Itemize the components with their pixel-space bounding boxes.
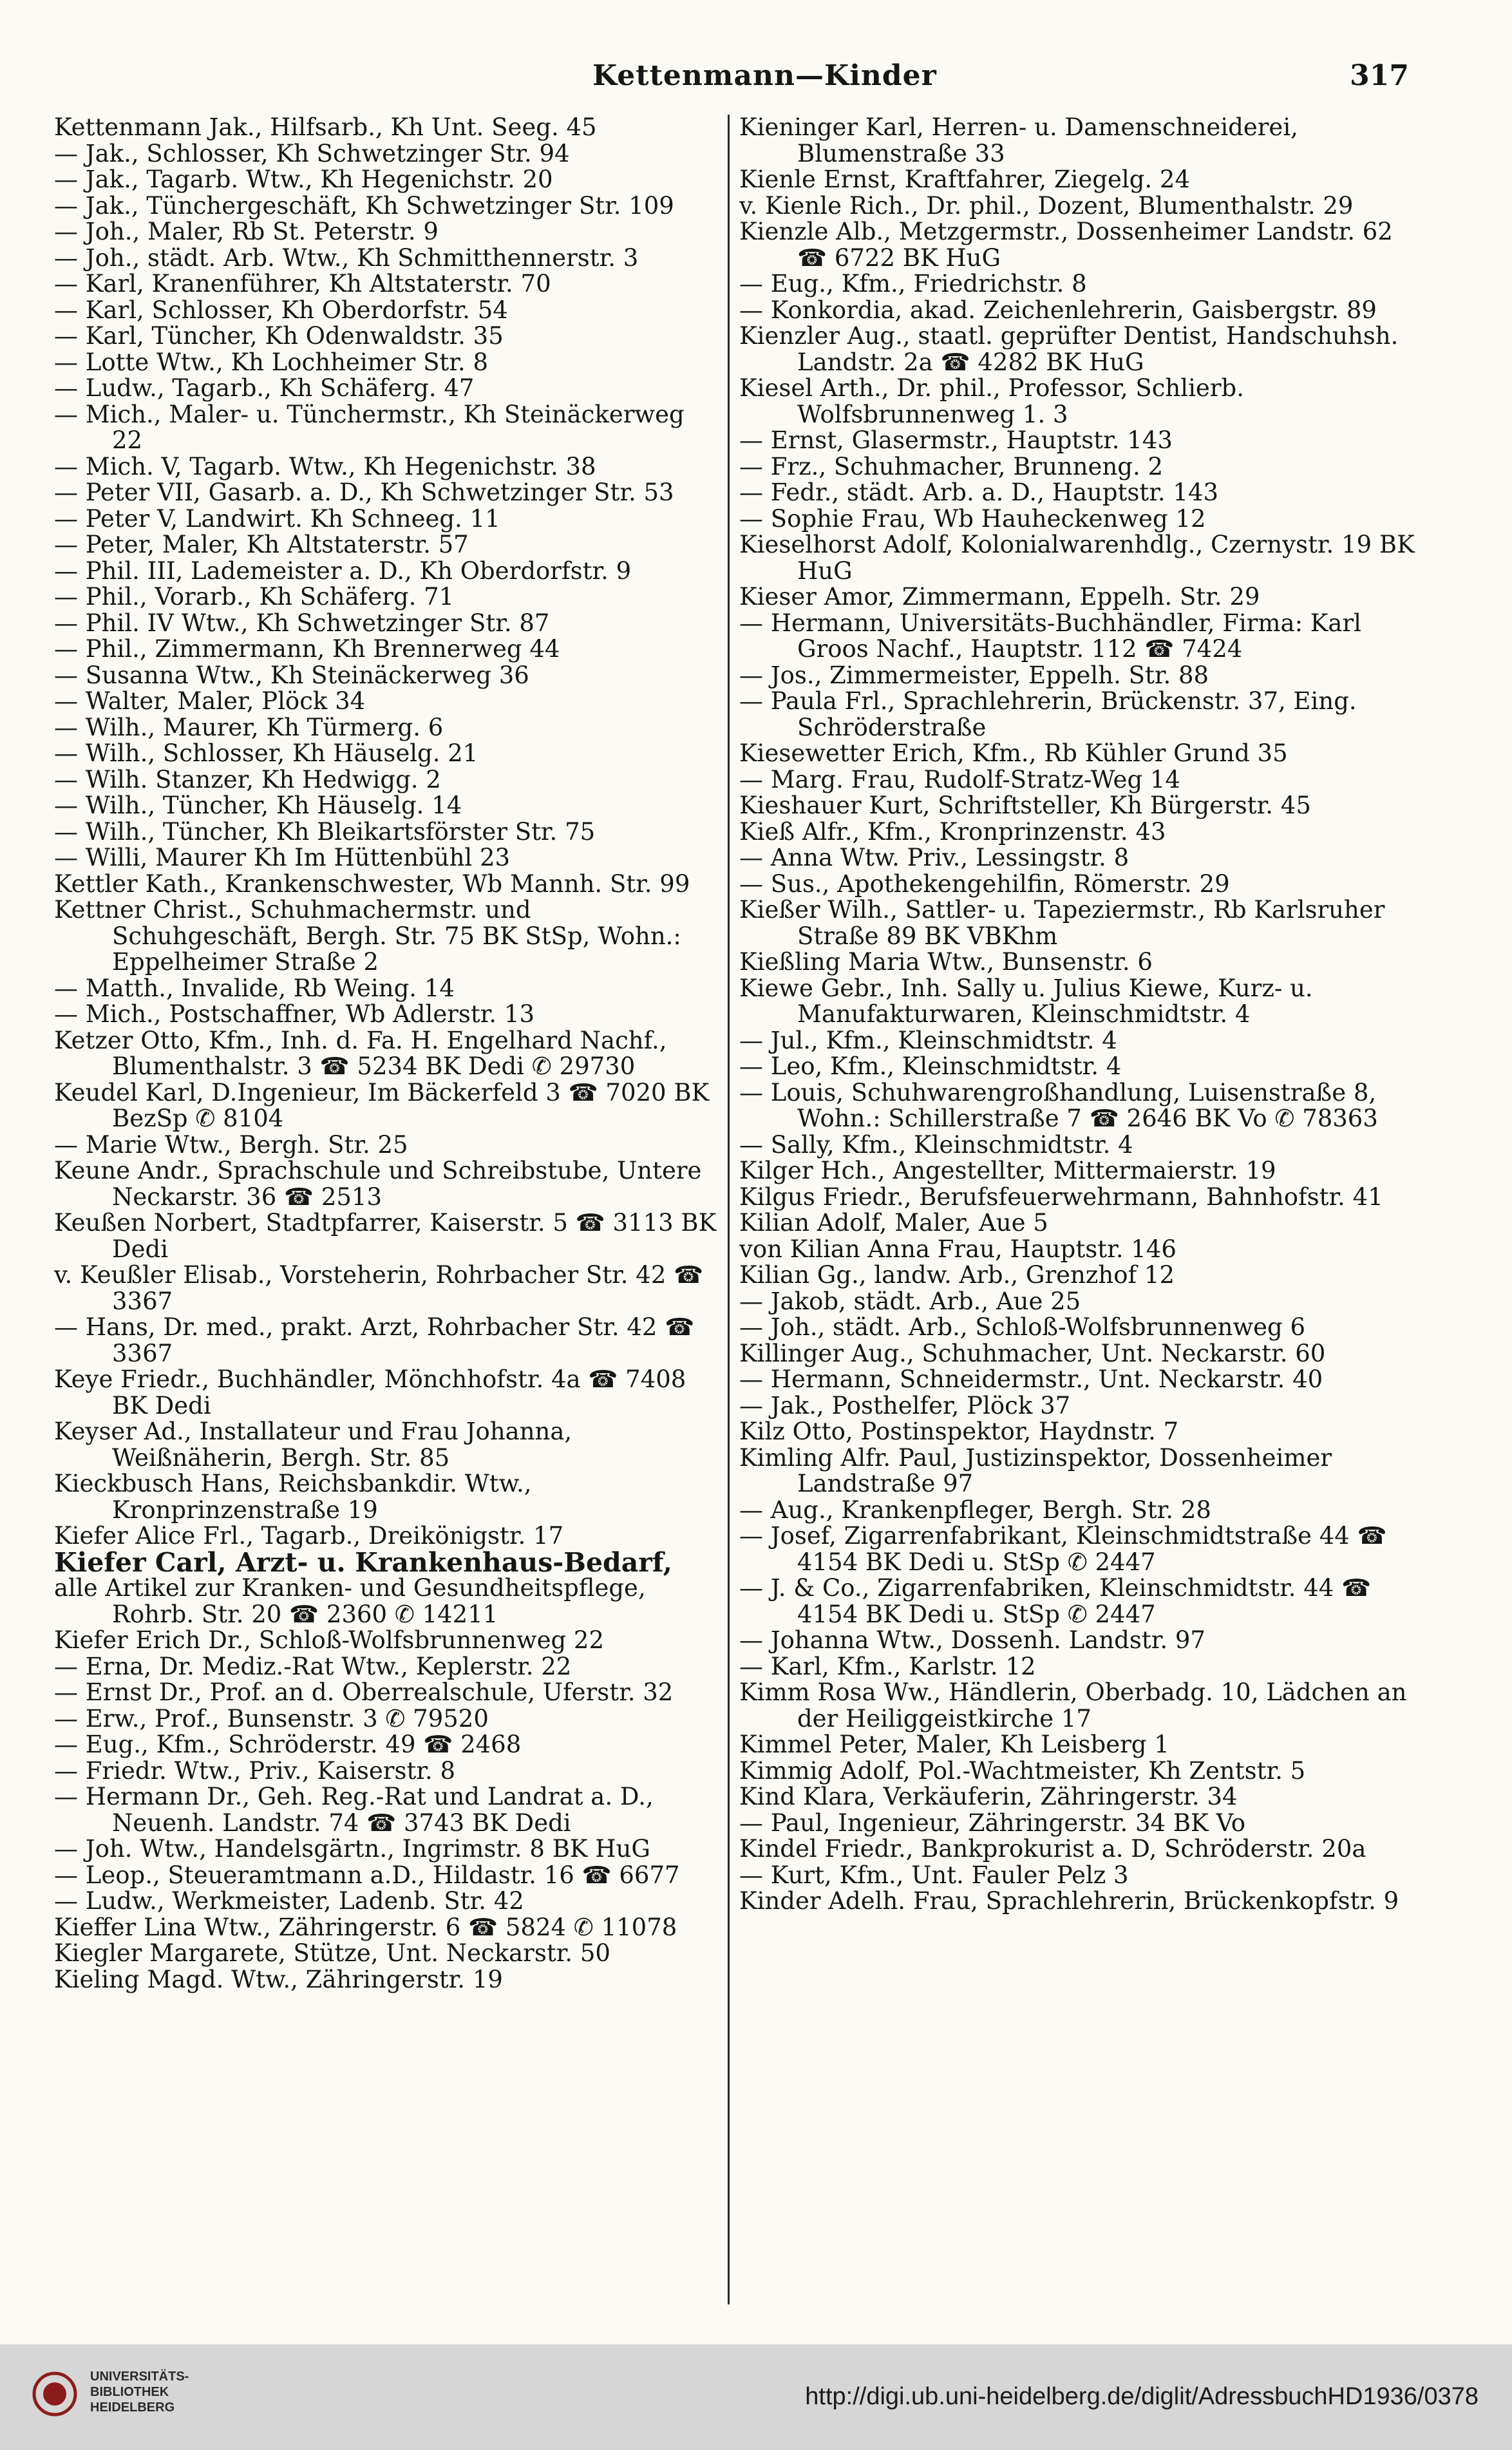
directory-entry: — Walter, Maler, Plöck 34 [54,687,366,715]
directory-entry: — Joh. Wtw., Handelsgärtn., Ingrimstr. 8 BK HuG [54,1835,650,1863]
directory-entry: — Eug., Kfm., Friedrichstr. 8 [739,270,1087,298]
footer-bar [0,2344,1512,2450]
directory-entry: Ketzer Otto, Kfm., Inh. d. Fa. H. Engelhard Nachf., Blumenthalstr. 3 ☎ 5234 BK Dedi ✆ 29730 [54,1026,667,1080]
directory-entry: — Karl, Kranenführer, Kh Altstaterstr. 70 [54,270,551,298]
directory-entry: — Phil. IV Wtw., Kh Schwetzinger Str. 87 [54,609,550,637]
directory-entry: — Hans, Dr. med., prakt. Arzt, Rohrbacher Str. 42 ☎ 3367 [54,1313,695,1367]
directory-entry: Kiesel Arth., Dr. phil., Professor, Schlierb. Wolfsbrunnenweg 1. 3 [739,374,1244,428]
directory-entry: — Marg. Frau, Rudolf-Stratz-Weg 14 [739,765,1180,793]
directory-entry: Keudel Karl, D.Ingenieur, Im Bäckerfeld 3 ☎ 7020 BK BezSp ✆ 8104 [54,1078,710,1132]
directory-entry: Kieß Alfr., Kfm., Kronprinzenstr. 43 [739,817,1166,846]
directory-entry: — Mich., Maler- u. Tünchermstr., Kh Steinäckerweg 22 [54,400,685,454]
directory-entry: alle Artikel zur Kranken- und Gesundheitspflege, Rohrb. Str. 20 ☎ 2360 ✆ 14211 [54,1574,646,1628]
directory-entry: — J. & Co., Zigarrenfabriken, Kleinschmidtstr. 44 ☎ 4154 BK Dedi u. StSp ✆ 2447 [739,1574,1372,1628]
directory-entry: Kiegler Margarete, Stütze, Unt. Neckarstr. 50 [54,1939,610,1967]
directory-entry: — Wilh., Maurer, Kh Türmerg. 6 [54,713,444,741]
directory-entry: Kieshauer Kurt, Schriftsteller, Kh Bürgerstr. 45 [739,792,1311,819]
directory-entry: — Hermann, Schneidermstr., Unt. Neckarstr. 40 [739,1365,1323,1393]
directory-entry: Kinder Adelh. Frau, Sprachlehrerin, Brückenkopfstr. 9 [739,1887,1399,1915]
directory-entry: Kießling Maria Wtw., Bunsenstr. 6 [739,948,1153,976]
directory-entry: — Jak., Tagarb. Wtw., Kh Hegenichstr. 20 [54,166,553,193]
directory-entry: — Willi, Maurer Kh Im Hüttenbühl 23 [54,844,511,871]
directory-entry: Kießer Wilh., Sattler- u. Tapeziermstr., Rb Karlsruher Straße 89 BK VBKhm [739,896,1385,950]
directory-entry: von Kilian Anna Frau, Hauptstr. 146 [739,1235,1177,1263]
directory-entry: Keye Friedr., Buchhändler, Mönchhofstr. 4a ☎ 7408 BK Dedi [54,1365,686,1420]
directory-entry: — Mich., Postschaffner, Wb Adlerstr. 13 [54,1000,534,1028]
page-title: Kettenmann—Kinder [592,59,937,92]
directory-entry: — Peter VII, Gasarb. a. D., Kh Schwetzinger Str. 53 [54,479,674,506]
directory-entry: — Sophie Frau, Wb Hauheckenweg 12 [739,504,1206,533]
column-divider [728,115,730,2304]
page-number: 317 [1350,59,1409,92]
logo-line-1: UNIVERSITÄTS- [90,2369,189,2384]
directory-entry: — Hermann Dr., Geh. Reg.-Rat und Landrat a. D., Neuenh. Landstr. 74 ☎ 3743 BK Dedi [54,1783,654,1837]
directory-entry: — Wilh., Tüncher, Kh Bleikartsförster Str. 75 [54,817,596,846]
directory-entry: — Paul, Ingenieur, Zähringerstr. 34 BK Vo [739,1809,1246,1837]
directory-entry: Kimm Rosa Ww., Händlerin, Oberbadg. 10, Lädchen an der Heiliggeistkirche 17 [739,1678,1407,1733]
directory-entry: Kimling Alfr. Paul, Justizinspektor, Dossenheimer Landstraße 97 [739,1443,1332,1497]
directory-entry: — Friedr. Wtw., Priv., Kaiserstr. 8 [54,1756,456,1785]
directory-entry: Kilian Gg., landw. Arb., Grenzhof 12 [739,1261,1175,1289]
directory-entry: — Phil., Zimmermann, Kh Brennerweg 44 [54,635,560,663]
directory-entry: Kiesewetter Erich, Kfm., Rb Kühler Grund 35 [739,739,1288,767]
directory-entry: Kieckbusch Hans, Reichsbankdir. Wtw., Kronprinzenstraße 19 [54,1470,532,1524]
directory-entry: Kettenmann Jak., Hilfsarb., Kh Unt. Seeg. 45 [54,115,597,141]
directory-entry: Kieling Magd. Wtw., Zähringerstr. 19 [54,1965,503,1993]
directory-entry: — Jakob, städt. Arb., Aue 25 [739,1287,1081,1315]
directory-entry: — Peter V, Landwirt. Kh Schneeg. 11 [54,504,500,533]
directory-entry: Kieninger Karl, Herren- u. Damenschneiderei, Blumenstraße 33 [739,115,1298,167]
directory-entry: — Hermann, Universitäts-Buchhändler, Firma: Karl Groos Nachf., Hauptstr. 112 ☎ 7424 [739,609,1362,663]
logo-line-2: BIBLIOTHEK [90,2385,169,2399]
directory-entry: Kienle Ernst, Kraftfahrer, Ziegelg. 24 [739,166,1191,193]
right-column [739,115,1422,2311]
directory-entry: Kienzler Aug., staatl. geprüfter Dentist, Handschuhsh. Landstr. 2a ☎ 4282 BK HuG [739,322,1399,376]
directory-entry: Kiefer Erich Dr., Schloß-Wolfsbrunnenweg 22 [54,1626,605,1654]
directory-entry: — Eug., Kfm., Schröderstr. 49 ☎ 2468 [54,1731,522,1758]
directory-entry: — Johanna Wtw., Dossenh. Landstr. 97 [739,1626,1205,1654]
directory-entry: — Leo, Kfm., Kleinschmidtstr. 4 [739,1052,1122,1080]
directory-entry: — Joh., Maler, Rb St. Peterstr. 9 [54,218,439,245]
directory-entry: Keußen Norbert, Stadtpfarrer, Kaiserstr. 5 ☎ 3113 BK Dedi [54,1209,717,1263]
directory-entry: Kilger Hch., Angestellter, Mittermaierstr. 19 [739,1157,1276,1184]
directory-entry: Keyser Ad., Installateur und Frau Johanna, Weißnäherin, Bergh. Str. 85 [54,1418,572,1472]
directory-entry: — Josef, Zigarrenfabrikant, Kleinschmidtstraße 44 ☎ 4154 BK Dedi u. StSp ✆ 2447 [739,1522,1387,1576]
directory-entry: — Frz., Schuhmacher, Brunneng. 2 [739,452,1164,480]
directory-entry: — Matth., Invalide, Rb Weing. 14 [54,974,455,1002]
directory-entry: Kind Klara, Verkäuferin, Zähringerstr. 34 [739,1783,1238,1810]
directory-entry: — Sus., Apothekengehilfin, Römerstr. 29 [739,869,1230,898]
logo-line-3: HEIDELBERG [90,2400,175,2415]
directory-entry: v. Keußler Elisab., Vorsteherin, Rohrbacher Str. 42 ☎ 3367 [54,1261,704,1315]
directory-entry: — Louis, Schuhwarengroßhandlung, Luisenstraße 8, Wohn.: Schillerstraße 7 ☎ 2646 BK Vo ✆ 78363 [739,1078,1378,1132]
directory-entry: — Ludw., Tagarb., Kh Schäferg. 47 [54,374,475,402]
directory-entry: — Erna, Dr. Mediz.-Rat Wtw., Keplerstr. 22 [54,1652,572,1680]
directory-entry: Kieselhorst Adolf, Kolonialwarenhdlg., Czernystr. 19 BK HuG [739,531,1415,585]
directory-entry: — Jak., Schlosser, Kh Schwetzinger Str. 94 [54,139,570,167]
directory-entry: — Karl, Schlosser, Kh Oberdorfstr. 54 [54,296,508,324]
directory-entry: Kilz Otto, Postinspektor, Haydnstr. 7 [739,1418,1179,1445]
directory-entry: — Aug., Krankenpfleger, Bergh. Str. 28 [739,1496,1211,1524]
directory-entry: — Karl, Tüncher, Kh Odenwaldstr. 35 [54,322,504,350]
directory-entry: Kieffer Lina Wtw., Zähringerstr. 6 ☎ 5824 ✆ 11078 [54,1913,677,1941]
directory-entry: — Joh., städt. Arb., Schloß-Wolfsbrunnenweg 6 [739,1313,1306,1341]
directory-entry: v. Kienle Rich., Dr. phil., Dozent, Blumenthalstr. 29 [739,191,1354,220]
directory-entry: Kimmel Peter, Maler, Kh Leisberg 1 [739,1731,1169,1758]
directory-entry: Kienzle Alb., Metzgermstr., Dossenheimer Landstr. 62 ☎ 6722 BK HuG [739,218,1393,272]
directory-entry: — Marie Wtw., Bergh. Str. 25 [54,1130,408,1159]
directory-entry: — Erw., Prof., Bunsenstr. 3 ✆ 79520 [54,1704,489,1733]
directory-entry: — Ludw., Werkmeister, Ladenb. Str. 42 [54,1887,524,1915]
directory-entry: Keune Andr., Sprachschule und Schreibstube, Untere Neckarstr. 36 ☎ 2513 [54,1157,702,1211]
directory-entry: — Joh., städt. Arb. Wtw., Kh Schmitthennerstr. 3 [54,243,639,272]
directory-entry: — Paula Frl., Sprachlehrerin, Brückenstr. 37, Eing. Schröderstraße [739,687,1357,741]
directory-entry: — Jak., Posthelfer, Plöck 37 [739,1391,1071,1420]
directory-entry: — Phil. III, Lademeister a. D., Kh Oberdorfstr. 9 [54,556,632,585]
directory-entry: — Leop., Steueramtmann a.D., Hildastr. 16 ☎ 6677 [54,1861,680,1889]
directory-entry: — Wilh., Tüncher, Kh Häuselg. 14 [54,792,462,819]
directory-entry: — Phil., Vorarb., Kh Schäferg. 71 [54,583,455,611]
directory-entry: — Mich. V, Tagarb. Wtw., Kh Hegenichstr. 38 [54,452,596,480]
directory-entry: — Susanna Wtw., Kh Steinäckerweg 36 [54,661,529,689]
directory-entry: — Karl, Kfm., Karlstr. 12 [739,1652,1036,1680]
directory-entry: — Jul., Kfm., Kleinschmidtstr. 4 [739,1026,1117,1054]
running-head [0,57,1512,95]
left-column [54,115,717,2311]
directory-entry: — Wilh. Stanzer, Kh Hedwigg. 2 [54,765,441,793]
directory-entry: Kieser Amor, Zimmermann, Eppelh. Str. 29 [739,583,1260,611]
directory-entry: — Sally, Kfm., Kleinschmidtstr. 4 [739,1130,1133,1159]
directory-entry: — Fedr., städt. Arb. a. D., Hauptstr. 143 [739,479,1219,506]
directory-entry: Kilian Adolf, Maler, Aue 5 [739,1209,1048,1237]
source-url-link[interactable]: http://digi.ub.uni-heidelberg.de/diglit/AdressbuchHD1936/0378 [805,2383,1479,2410]
directory-entry: — Ernst, Glasermstr., Hauptstr. 143 [739,426,1173,454]
directory-entry: — Jos., Zimmermeister, Eppelh. Str. 88 [739,661,1209,689]
directory-entry: — Anna Wtw. Priv., Lessingstr. 8 [739,844,1129,871]
directory-entry: Kettner Christ., Schuhmachermstr. und Schuhgeschäft, Bergh. Str. 75 BK StSp, Wohn.: Eppelheimer Straße 2 [54,896,681,976]
directory-entry: Kindel Friedr., Bankprokurist a. D, Schröderstr. 20a [739,1835,1366,1863]
directory-entry: Kilgus Friedr., Berufsfeuerwehrmann, Bahnhofstr. 41 [739,1182,1383,1211]
directory-entry: — Jak., Tünchergeschäft, Kh Schwetzinger Str. 109 [54,191,674,220]
directory-entry: — Peter, Maler, Kh Altstaterstr. 57 [54,531,469,558]
directory-entry: — Konkordia, akad. Zeichenlehrerin, Gaisbergstr. 89 [739,296,1377,324]
directory-entry: Kiefer Carl, Arzt- u. Krankenhaus-Bedarf, [54,1546,672,1578]
directory-entry: Kimmig Adolf, Pol.-Wachtmeister, Kh Zentstr. 5 [739,1756,1306,1785]
directory-entry: Kiefer Alice Frl., Tagarb., Dreikönigstr. 17 [54,1522,564,1550]
directory-entry: — Kurt, Kfm., Unt. Fauler Pelz 3 [739,1861,1129,1889]
directory-entry: — Ernst Dr., Prof. an d. Oberrealschule, Uferstr. 32 [54,1678,674,1706]
directory-entry: — Wilh., Schlosser, Kh Häuselg. 21 [54,739,478,767]
directory-entry: Kettler Kath., Krankenschwester, Wb Mannh. Str. 99 [54,869,690,898]
library-logo-text [90,2369,189,2415]
directory-entry: Killinger Aug., Schuhmacher, Unt. Neckarstr. 60 [739,1339,1326,1367]
directory-entry: — Lotte Wtw., Kh Lochheimer Str. 8 [54,348,488,376]
directory-entry: Kiewe Gebr., Inh. Sally u. Julius Kiewe, Kurz- u. Manufakturwaren, Kleinschmidtstr. 4 [739,974,1313,1028]
university-seal-icon [32,2371,77,2417]
